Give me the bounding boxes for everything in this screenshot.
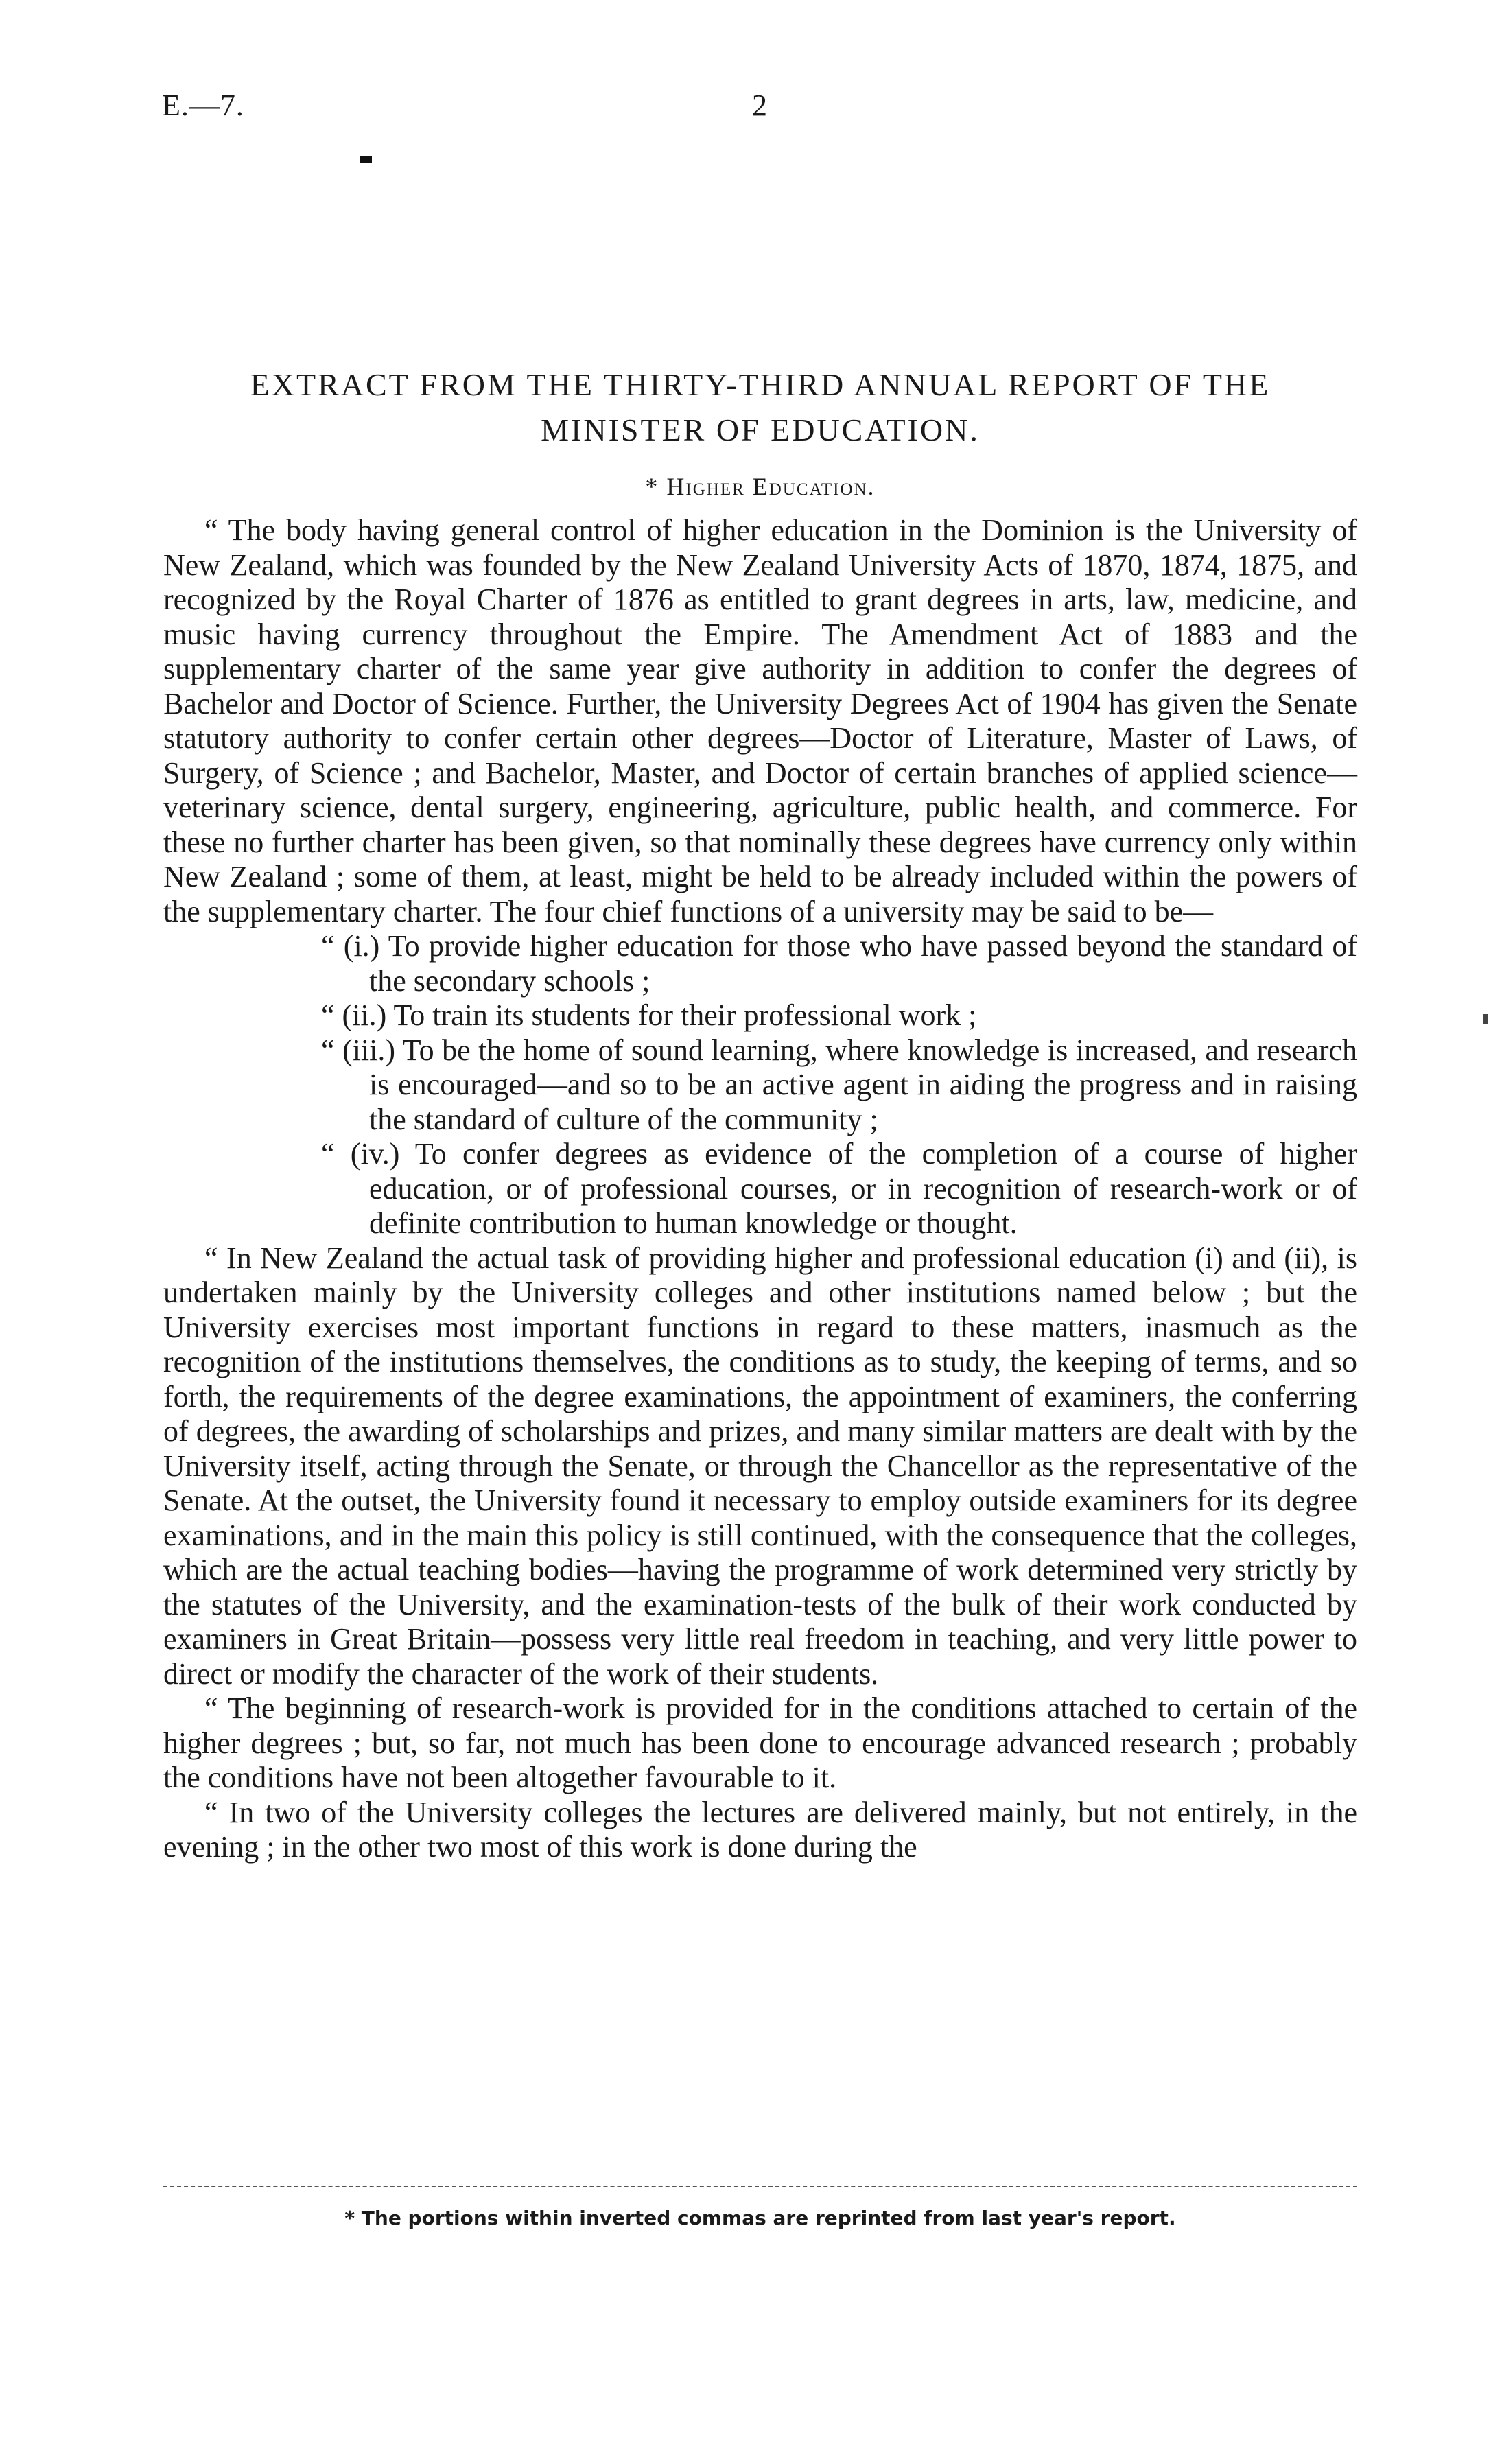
list-item: “ (iv.) To confer degrees as evidence of the completion of a course of higher education, or of professional courses, or in recognition of research-work or of definite contribution to human knowledge or thought. bbox=[321, 1137, 1357, 1240]
section-heading: * Higher Education. bbox=[645, 473, 876, 500]
paragraph: “ In New Zealand the actual task of providing higher and professional education (i) and (ii), is undertaken mainly by the University colleges and other institutions named below ; but the University exercises most important functions in regard to these matters, inasmuch as the recognition of the institutions themselves, the conditions as to study, the keeping of terms, and so forth, the requirements of the degree examinations, the appointment of examiners, the conferring of degrees, the awarding of scholarships and prizes, and many similar matters are dealt with by the University itself, acting through the Senate, or through the Chancellor as the representative of the Senate. At the outset, the University found it necessary to employ outside examiners for its degree examinations, and in the main this policy is still continued, with the consequence that the colleges, which are the actual teaching bodies—having the programme of work determined very strictly by the statutes of the University, and the examination-tests of the bulk of their work conducted by examiners in Great Britain—possess very little real freedom in teaching, and very little power to direct or modify the character of the work of their students. bbox=[163, 1241, 1357, 1691]
functions-list bbox=[163, 929, 1357, 1241]
page-number: 2 bbox=[752, 89, 767, 122]
body-text bbox=[163, 513, 1357, 1865]
margin-mark bbox=[1483, 1014, 1488, 1024]
footnote-divider bbox=[163, 2186, 1357, 2187]
paragraph: “ The body having general control of higher education in the Dominion is the University of New Zealand, which was founded by the New Zealand University Acts of 1870, 1874, 1875, and recognized by the Royal Charter of 1876 as entitled to grant degrees in arts, law, medicine, and music having currency throughout the Empire. The Amendment Act of 1883 and the supplementary charter of the same year give authority in addition to confer the degrees of Bachelor and Doctor of Science. Further, the University Degrees Act of 1904 has given the Senate statutory authority to confer certain other degrees—Doctor of Literature, Master of Laws, of Surgery, of Science ; and Bachelor, Master, and Doctor of certain branches of applied science—veterinary science, dental surgery, engineering, agriculture, public health, and commerce. For these no further charter has been given, so that nominally these degrees have currency only within New Zealand ; some of them, at least, might be held to be already included within the powers of the supplementary charter. The four chief functions of a university may be said to be— bbox=[163, 513, 1357, 928]
paragraph: “ The beginning of research-work is provided for in the conditions attached to certain of the higher degrees ; but, so far, not much has been done to encourage advanced research ; probably the conditions have not been altogether favourable to it. bbox=[163, 1691, 1357, 1794]
print-speck bbox=[360, 156, 372, 163]
list-item: “ (ii.) To train its students for their professional work ; bbox=[321, 998, 977, 1032]
page-title: EXTRACT FROM THE THIRTY-THIRD ANNUAL REPORT OF THE MINISTER OF EDUCATION. bbox=[250, 367, 1271, 447]
footnote: * The portions within inverted commas are reprinted from last year's report. bbox=[344, 2207, 1176, 2229]
document-reference: E.—7. bbox=[162, 89, 244, 122]
list-item: “ (iii.) To be the home of sound learning, where knowledge is increased, and research is encouraged—and so to be an active agent in aiding the progress and in raising the standard of culture of the community ; bbox=[321, 1033, 1357, 1136]
list-item: “ (i.) To provide higher education for those who have passed beyond the standard of the secondary schools ; bbox=[321, 929, 1357, 998]
paragraph: “ In two of the University colleges the lectures are delivered mainly, but not entirely, in the evening ; in the other two most of this work is done during the bbox=[163, 1795, 1357, 1864]
